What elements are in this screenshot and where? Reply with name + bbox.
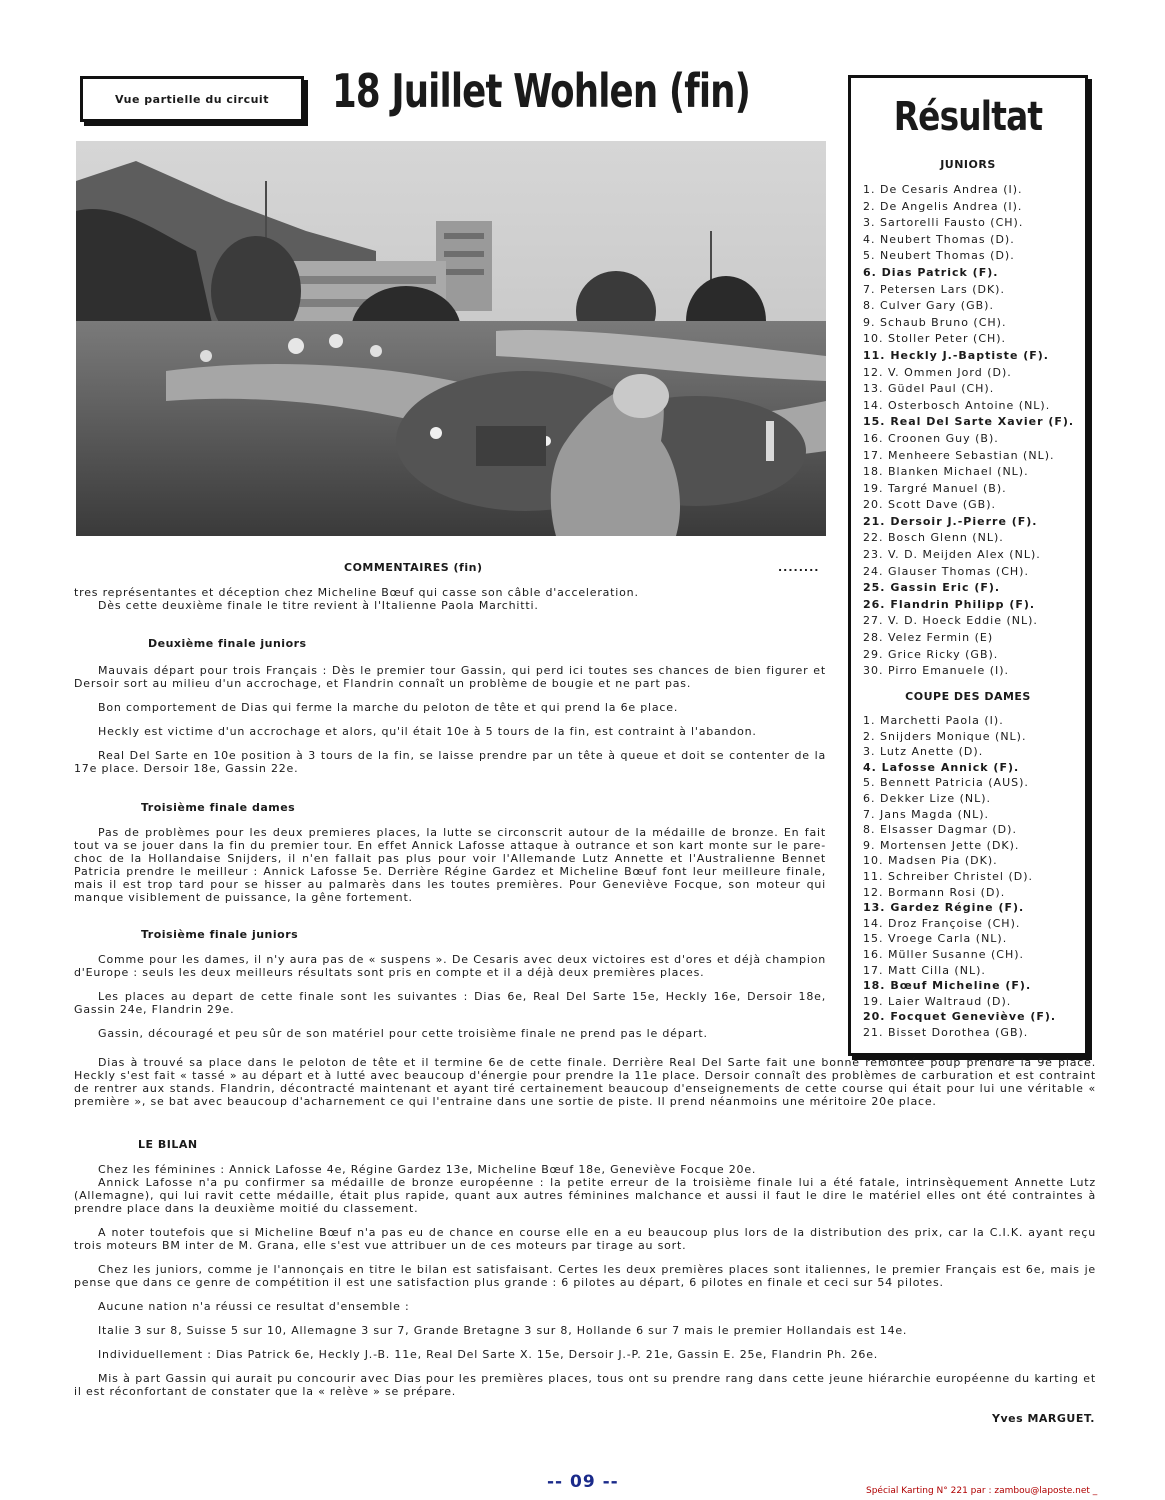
- result-entry: 11. Schreiber Christel (D).: [863, 869, 1034, 883]
- paragraph: Aucune nation n'a réussi ce resultat d'ensemble :: [98, 1300, 410, 1313]
- result-entry: 12. V. Ommen Jord (D).: [863, 365, 1012, 379]
- paragraph: Gassin, découragé et peu sûr de son matériel pour cette troisième finale ne prend pas le départ.: [98, 1027, 708, 1040]
- circuit-photo: [76, 141, 826, 536]
- paragraph: Chez les féminines : Annick Lafosse 4e, Régine Gardez 13e, Micheline Bœuf 18e, Geneviève Focque 20e.: [98, 1163, 757, 1176]
- paragraph: Dès cette deuxième finale le titre revient à l'Italienne Paola Marchitti.: [98, 599, 539, 612]
- result-entry: 19. Laier Waltraud (D).: [863, 994, 1012, 1008]
- page-title: 18 Juillet Wohlen (fin): [332, 64, 751, 118]
- result-entry: 18. Bœuf Micheline (F).: [863, 979, 1032, 993]
- result-entry: 6. Dekker Lize (NL).: [863, 791, 992, 805]
- result-entry: 2. Snijders Monique (NL).: [863, 729, 1027, 743]
- result-entry: 4. Lafosse Annick (F).: [863, 760, 1020, 774]
- paragraph: Heckly est victime d'un accrochage et alors, qu'il était 10e à 5 tours de la fin, est contraint à l'abandon.: [98, 725, 757, 738]
- result-entry: 20. Focquet Geneviève (F).: [863, 1010, 1057, 1024]
- intro-text: [74, 586, 826, 612]
- result-entry: 5. Bennett Patricia (AUS).: [863, 776, 1029, 790]
- result-entry: 8. Elsasser Dagmar (D).: [863, 823, 1017, 837]
- paragraph: A noter toutefois que si Micheline Bœuf n'a pas eu de chance en course elle en a eu beaucoup plus lors de la distribution des prix, car la C.I.K. ayant reçu trois moteurs BM inter de M. Grana, elle s'est vue attribuer un de ces moteurs par tirage au sort.: [74, 1226, 1096, 1252]
- result-entry: 9. Mortensen Jette (DK).: [863, 838, 1020, 852]
- section-title-s1: Deuxième finale juniors: [148, 637, 307, 650]
- footer-credit: Spécial Karting N° 221 par : zambou@laposte.net _: [866, 1486, 1098, 1496]
- result-entry: 6. Dias Patrick (F).: [863, 265, 999, 279]
- separator-dots: ........: [778, 561, 820, 574]
- result-entry: 2. De Angelis Andrea (I).: [863, 199, 1023, 213]
- result-entry: 18. Blanken Michael (NL).: [863, 465, 1029, 479]
- result-entry: 23. V. D. Meijden Alex (NL).: [863, 548, 1041, 562]
- photo-caption: Vue partielle du circuit: [80, 76, 304, 122]
- paragraph: Annick Lafosse n'a pu confirmer sa médaille de bronze européenne : la petite erreur de la troisième finale lui a été fatale, intrinsèquement Annette Lutz (Allemagne), qui lui ravit cette médaille, était plus rapide, quant aux autres féminines malchance et aussi il faut le dire le matériel elles ont été contraintes à prendre place dans la deuxième moitié du classement.: [74, 1176, 1096, 1215]
- result-entry: 15. Vroege Carla (NL).: [863, 932, 1008, 946]
- result-entry: 7. Jans Magda (NL).: [863, 807, 990, 821]
- commentaires-title: COMMENTAIRES (fin): [344, 561, 483, 574]
- result-entry: 24. Glauser Thomas (CH).: [863, 564, 1029, 578]
- result-entry: 5. Neubert Thomas (D).: [863, 249, 1015, 263]
- result-entry: 14. Droz Françoise (CH).: [863, 916, 1021, 930]
- result-entry: 1. Marchetti Paola (I).: [863, 714, 1004, 727]
- section-text-s2: [74, 826, 826, 904]
- section-text-s3-wide: [74, 1056, 1096, 1108]
- result-entry: 16. Croonen Guy (B).: [863, 431, 999, 445]
- result-entry: 17. Menheere Sebastian (NL).: [863, 448, 1055, 462]
- result-entry: 16. Müller Susanne (CH).: [863, 947, 1025, 961]
- result-entry: 30. Pirro Emanuele (I).: [863, 664, 1010, 678]
- paragraph: Pas de problèmes pour les deux premieres places, la lutte se circonscrit autour de la médaille de bronze. En fait tout va se jouer dans la fin du premier tour. En effet Annick Lafosse attaque à outrance et son kart monte sur le pare-choc de la Hollandaise Snijders, il n'en fallait pas plus pour voir l'Allemande Lutz Annette et l'Australienne Bennet Patricia prendre le meilleur : Annick Lafosse 5e. Derrière Régine Gardez et Micheline Bœuf font leur meilleure finale, mais il est trop tard pour se hisser au palmarès dans les toutes premières. Pour Geneviève Focque, son moteur qui manque visiblement de puissance, la gêne fortement.: [74, 826, 826, 904]
- result-entry: 25. Gassin Eric (F).: [863, 581, 1001, 595]
- result-entry: 20. Scott Dave (GB).: [863, 498, 997, 512]
- section-text-s1: [74, 664, 826, 775]
- result-entry: 1. De Cesaris Andrea (I).: [863, 183, 1023, 196]
- paragraph: Les places au depart de cette finale sont les suivantes : Dias 6e, Real Del Sarte 15e, Heckly 16e, Dersoir 18e, Gassin 24e, Flandrin 29e.: [74, 990, 826, 1016]
- result-entry: 27. V. D. Hoeck Eddie (NL).: [863, 614, 1038, 628]
- result-entry: 7. Petersen Lars (DK).: [863, 282, 1005, 296]
- section-title-s3: Troisième finale juniors: [141, 928, 299, 941]
- result-entry: 8. Culver Gary (GB).: [863, 299, 994, 313]
- paragraph: Individuellement : Dias Patrick 6e, Heckly J.-B. 11e, Real Del Sarte X. 15e, Dersoir J.-P. 21e, Gassin E. 25e, Flandrin Ph. 26e.: [98, 1348, 879, 1361]
- result-entry: 26. Flandrin Philipp (F).: [863, 597, 1036, 611]
- result-entry: 28. Velez Fermin (E): [863, 631, 994, 645]
- paragraph: Mauvais départ pour trois Français : Dès le premier tour Gassin, qui perd ici toutes ses chances de bien figurer et Dersoir sort au milieu d'un accrochage, et Flandrin connaît un problème de bougie et ne part pas.: [74, 664, 826, 690]
- result-entry: 9. Schaub Bruno (CH).: [863, 315, 1007, 329]
- bilan-title: LE BILAN: [138, 1138, 198, 1151]
- result-entry: 21. Dersoir J.-Pierre (F).: [863, 514, 1038, 528]
- paragraph: Mis à part Gassin qui aurait pu concourir avec Dias pour les premières places, tous ont su prendre rang dans cette jeune hiérarchie européenne du karting et il est réconfortant de constater que la « relève » se prépare.: [74, 1372, 1096, 1398]
- result-entry: 12. Bormann Rosi (D).: [863, 885, 1006, 899]
- result-entry: 10. Madsen Pia (DK).: [863, 854, 998, 868]
- section-text-s3: [74, 953, 826, 1040]
- result-entry: 14. Osterbosch Antoine (NL).: [863, 398, 1051, 412]
- paragraph: Bon comportement de Dias qui ferme la marche du peloton de tête et qui prend la 6e place.: [98, 701, 679, 714]
- result-entry: 13. Gardez Régine (F).: [863, 901, 1025, 915]
- paragraph: Chez les juniors, comme je l'annonçais en titre le bilan est satisfaisant. Certes les deux premières places sont italiennes, le premier Français est 6e, mais je pense que dans ce genre de compétition il est une satisfaction plus grande : 6 pilotes au départ, 6 pilotes en finale et ceci sur 54 pilotes.: [74, 1263, 1096, 1289]
- result-entry: 22. Bosch Glenn (NL).: [863, 531, 1004, 545]
- paragraph: Comme pour les dames, il n'y aura pas de « suspens ». De Cesaris avec deux victoires est d'ores et déjà champion d'Europe : seuls les deux meilleurs résultats sont pris en compte et il a déjà deux premières places.: [74, 953, 826, 979]
- results-panel: [848, 75, 1088, 1056]
- result-entry: 17. Matt Cilla (NL).: [863, 963, 986, 977]
- juniors-section-title: JUNIORS: [940, 158, 996, 171]
- paragraph: tres représentantes et déception chez Micheline Bœuf qui casse son câble d'acceleration.: [74, 586, 639, 599]
- result-entry: 10. Stoller Peter (CH).: [863, 332, 1007, 346]
- juniors-results-list: [863, 182, 1081, 680]
- bilan-text: [74, 1163, 1096, 1398]
- results-heading: Résultat: [893, 94, 1043, 140]
- result-entry: 29. Grice Ricky (GB).: [863, 647, 999, 661]
- result-entry: 19. Targré Manuel (B).: [863, 481, 1007, 495]
- page-number: -- 09 --: [547, 1472, 619, 1492]
- result-entry: 11. Heckly J.-Baptiste (F).: [863, 348, 1049, 362]
- dames-section-title: COUPE DES DAMES: [905, 690, 1031, 703]
- result-entry: 3. Sartorelli Fausto (CH).: [863, 216, 1024, 230]
- author-signature: Yves MARGUET.: [992, 1412, 1095, 1425]
- dames-results-list: [863, 713, 1081, 1040]
- result-entry: 3. Lutz Anette (D).: [863, 745, 984, 759]
- result-entry: 13. Güdel Paul (CH).: [863, 382, 995, 396]
- result-entry: 4. Neubert Thomas (D).: [863, 232, 1015, 246]
- result-entry: 15. Real Del Sarte Xavier (F).: [863, 415, 1075, 429]
- section-title-s2: Troisième finale dames: [141, 801, 296, 814]
- result-entry: 21. Bisset Dorothea (GB).: [863, 1025, 1029, 1039]
- paragraph: Italie 3 sur 8, Suisse 5 sur 10, Allemagne 3 sur 7, Grande Bretagne 3 sur 8, Hollande 6 sur 7 mais le premier Hollandais est 14e.: [98, 1324, 908, 1337]
- paragraph: Real Del Sarte en 10e position à 3 tours de la fin, se laisse prendre par un tête à queue et doit se contenter de la 17e place. Dersoir 18e, Gassin 22e.: [74, 749, 826, 775]
- paragraph: Dias à trouvé sa place dans le peloton de tête et il termine 6e de cette finale. Derrière Real Del Sarte fait une bonne remontée poup prendre la 9e place. Heckly s'est fait « tassé » au départ et à lutté avec beaucoup d'énergie pour prendre la 11e place. Dersoir connaît des problèmes de carburation et est contraint de rentrer aux stands. Flandrin, décontracté maintenant et ayant tiré certainement beaucoup d'enseignements de cette course qui était pour lui une véritable « première », se bat avec beaucoup d'acharnement ce qui l'entraine dans une sortie de piste. Il prend néanmoins une méritoire 20e place.: [74, 1056, 1096, 1108]
